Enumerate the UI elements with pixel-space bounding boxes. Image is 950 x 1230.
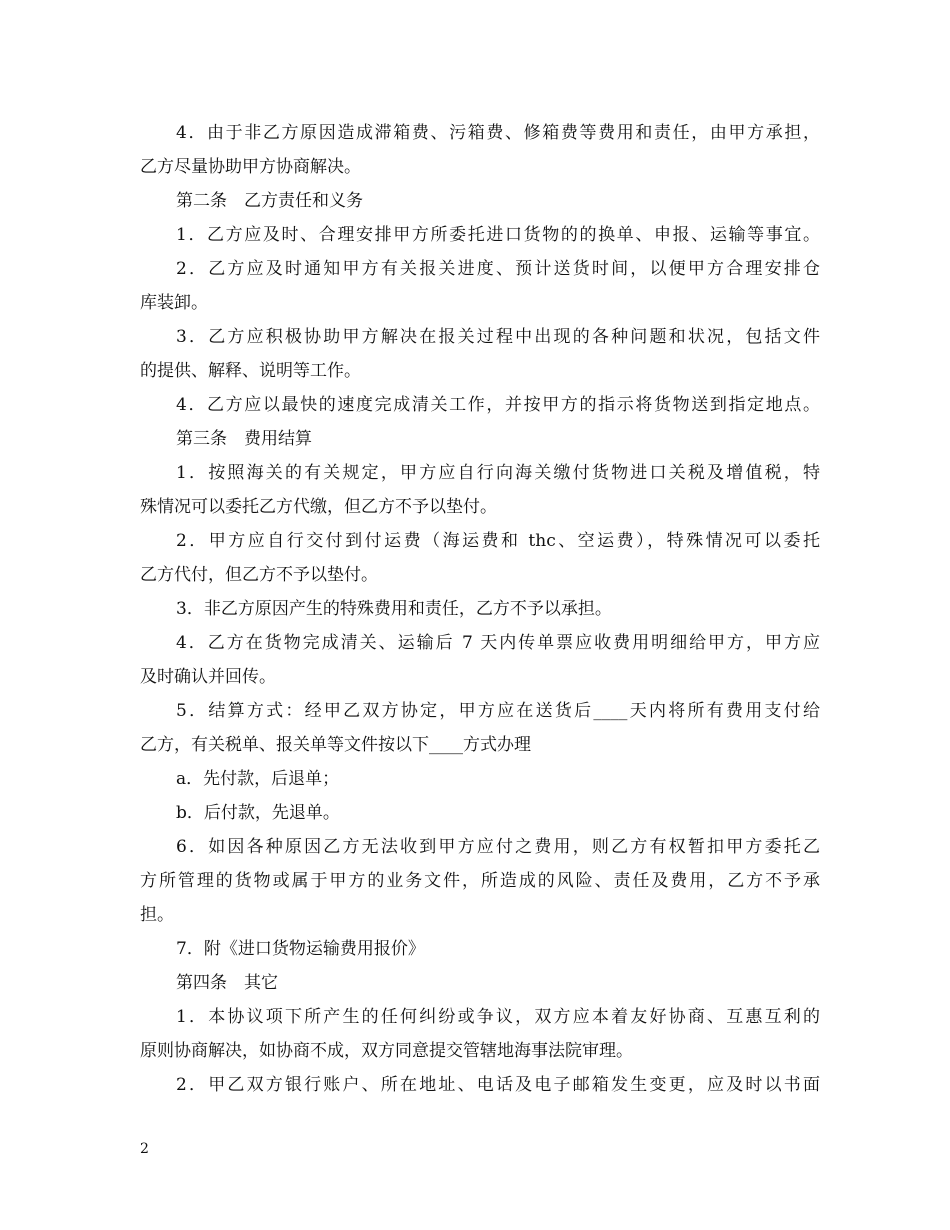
text-line: 3．非乙方原因产生的特殊费用和责任，乙方不予以承担。	[176, 599, 612, 619]
text-line: 的提供、解释、说明等工作。	[140, 361, 361, 381]
text-line: 2．甲乙双方银行账户、所在地址、电话及电子邮箱发生变更，应及时以书面	[176, 1075, 820, 1095]
text-line: 乙方代付，但乙方不予以垫付。	[140, 565, 378, 585]
text-line: 2．乙方应及时通知甲方有关报关进度、预计送货时间，以便甲方合理安排仓	[176, 259, 820, 279]
list-item: b．后付款，先退单。	[176, 803, 340, 823]
text-line: 殊情况可以委托乙方代缴，但乙方不予以垫付。	[140, 497, 497, 517]
text-line: 1．按照海关的有关规定，甲方应自行向海关缴付货物进口关税及增值税，特	[176, 463, 820, 483]
page-number: 2	[140, 1141, 149, 1157]
section-heading: 第四条 其它	[176, 973, 278, 993]
text-line: 担。	[140, 905, 174, 925]
section-heading: 第二条 乙方责任和义务	[176, 191, 363, 211]
text-line: 3．乙方应积极协助甲方解决在报关过程中出现的各种问题和状况，包括文件	[176, 327, 820, 347]
text-line: 原则协商解决，如协商不成，双方同意提交管辖地海事法院审理。	[140, 1041, 633, 1061]
text-line: 7．附《进口货物运输费用报价》	[176, 939, 425, 959]
text-line: 及时确认并回传。	[140, 667, 276, 687]
text-line: 库装卸。	[140, 293, 208, 313]
list-item: a．先付款，后退单；	[176, 769, 340, 789]
section-heading: 第三条 费用结算	[176, 429, 312, 449]
text-line: 2．甲方应自行交付到付运费（海运费和 thc、空运费），特殊情况可以委托	[176, 531, 820, 551]
text-line: 5．结算方式：经甲乙双方协定，甲方应在送货后____天内将所有费用支付给	[176, 701, 820, 721]
text-line: 1．本协议项下所产生的任何纠纷或争议，双方应本着友好协商、互惠互利的	[176, 1007, 820, 1027]
text-line: 1．乙方应及时、合理安排甲方所委托进口货物的的换单、申报、运输等事宜。	[176, 225, 820, 245]
text-line: 乙方尽量协助甲方协商解决。	[140, 157, 361, 177]
text-line: 6．如因各种原因乙方无法收到甲方应付之费用，则乙方有权暂扣甲方委托乙	[176, 837, 820, 857]
text-line: 方所管理的货物或属于甲方的业务文件，所造成的风险、责任及费用，乙方不予承	[140, 871, 820, 891]
text-line: 4．乙方在货物完成清关、运输后 7 天内传单票应收费用明细给甲方，甲方应	[176, 633, 820, 653]
text-line: 4．由于非乙方原因造成滞箱费、污箱费、修箱费等费用和责任，由甲方承担，	[176, 123, 820, 143]
text-line: 乙方，有关税单、报关单等文件按以下____方式办理	[140, 735, 531, 755]
document-body	[140, 116, 820, 1102]
text-line: 4．乙方应以最快的速度完成清关工作，并按甲方的指示将货物送到指定地点。	[176, 395, 820, 415]
